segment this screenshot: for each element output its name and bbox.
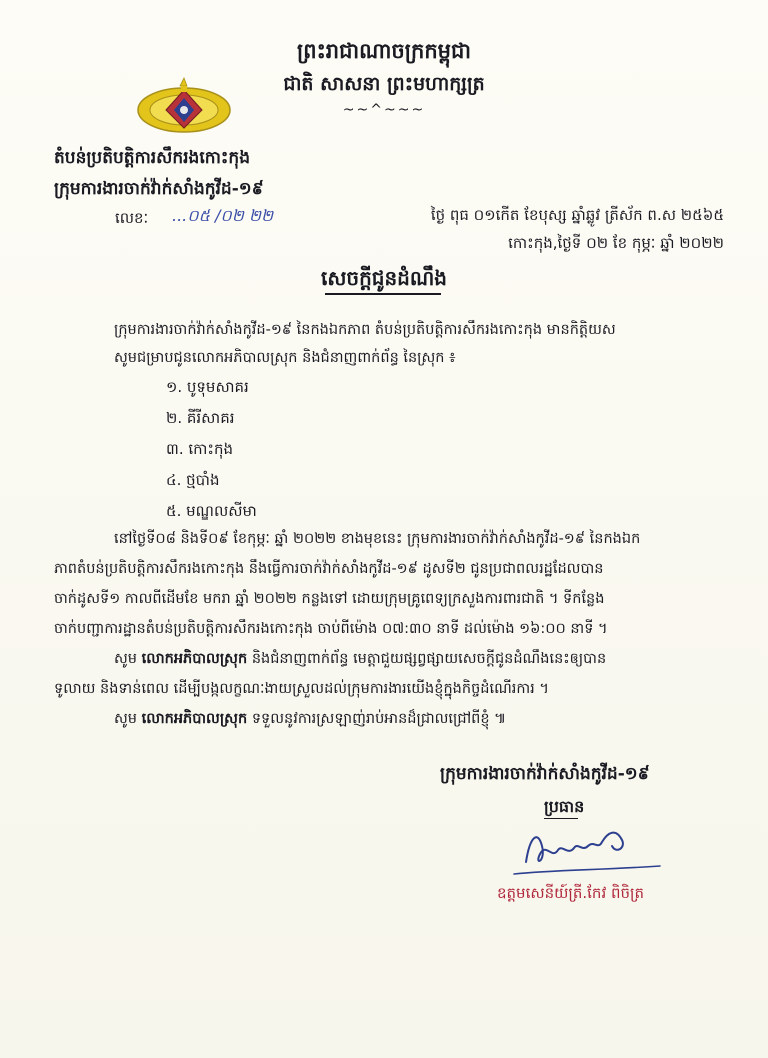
paragraph-line2: ភាពតំបន់ប្រតិបត្តិការសឹករងកោះកុង នឹងធ្វើការចាក់វ៉ាក់សាំងកូវីដ-១៩ ដូសទី២ ជូនប្រជាពលរដ្ឋដែលបាន: [54, 561, 604, 577]
request-prefix: សូម: [114, 651, 138, 667]
national-motto: ជាតិ សាសនា ព្រះមហាក្សត្រ: [283, 73, 485, 95]
place-date: កោះកុង,ថ្ងៃទី ០២ ខែ កុម្ភៈ ឆ្នាំ ២០២២: [508, 234, 724, 252]
closing-line: [114, 710, 506, 731]
request-line1: [114, 650, 606, 671]
district-item: ១. បូទុមសាគរ: [166, 378, 249, 396]
sender-unit-line2: ក្រុមការងារចាក់វ៉ាក់សាំងកូវីដ-១៩: [54, 179, 264, 199]
signatory-name: ឧត្តមសេនីយ៍ត្រី.កែវ ពិចិត្រ: [497, 884, 645, 902]
signature-role: ប្រធាន: [544, 797, 585, 816]
military-emblem-icon: [134, 76, 234, 136]
intro-line2: សូមជម្រាបជូនលោកអភិបាលស្រុក និងជំនាញពាក់ព័ន្ធ នៃស្រុក ៖: [114, 350, 456, 366]
reference-label: លេខៈ: [115, 209, 149, 227]
request-addressee: លោកអភិបាលស្រុក: [141, 651, 248, 667]
closing-addressee: លោកអភិបាលស្រុក: [141, 711, 248, 727]
reference-number: ...០៥ /០២ ២២: [172, 206, 274, 225]
request-line2: ទូលាយ និងទាន់ពេល ដើម្បីបង្កលក្ខណៈងាយស្រួលដល់ក្រុមការងារយើងខ្ញុំក្នុងកិច្ចដំណើរការ ។: [54, 681, 549, 697]
district-item: ៥. មណ្ឌលសីមា: [166, 502, 257, 520]
document-title: សេចក្តីជូនដំណឹង: [321, 266, 447, 290]
sender-unit-line1: តំបន់ប្រតិបត្តិការសឹករងកោះកុង: [54, 148, 250, 168]
signature-organization: ក្រុមការងារចាក់វ៉ាក់សាំងកូវីដ-១៩: [440, 764, 650, 784]
district-item: ៤. ថ្មបាំង: [166, 471, 220, 489]
district-item: ៣. កោះកុង: [166, 440, 234, 458]
closing-rest: ទទួលនូវការស្រឡាញ់រាប់អានដ៏ជ្រាលជ្រៅពីខ្ញុំ ៕: [251, 711, 507, 727]
handwritten-signature: [512, 816, 662, 888]
paragraph-line1: នៅថ្ងៃទី០៨ និងទី០៩ ខែកុម្ភៈ ឆ្នាំ ២០២២ ខាងមុខនេះ ក្រុមការងារចាក់វ៉ាក់សាំងកូវីដ-១៩ នៃកងឯក: [114, 531, 641, 547]
paragraph-line4: ចាក់បញ្ជាការដ្ឋានតំបន់ប្រតិបត្តិការសឹករងកោះកុង ចាប់ពីម៉ោង ០៧:៣០ នាទី ដល់ម៉ោង ១៦:០០ នាទី ។: [54, 621, 608, 637]
kingdom-title: ព្រះរាជាណាចក្រកម្ពុជា: [296, 39, 471, 63]
title-underline: [325, 293, 441, 295]
paragraph-line3: ចាក់ដូសទី១ កាលពីដើមខែ មករា ឆ្នាំ ២០២២ កន្លងទៅ ដោយក្រុមគ្រូពេទ្យក្រសួងការពារជាតិ ។ ទីកន្លែង: [54, 591, 605, 607]
closing-prefix: សូម: [114, 711, 138, 727]
district-item: ២. គីរីសាគរ: [166, 409, 235, 427]
request-line1-rest: និងជំនាញពាក់ព័ន្ធ មេត្តាជួយផ្សព្វផ្សាយសេចក្តីជូនដំណឹងនេះឲ្យបាន: [251, 651, 607, 667]
lunar-date: ថ្ងៃ ពុធ ០១កើត ខែបុស្ស ឆ្នាំឆ្លូវ ត្រីស័ក ព.ស ២៥៦៥: [430, 206, 724, 224]
header-ornament: ~~^~~~: [342, 102, 426, 118]
intro-line1: ក្រុមការងារចាក់វ៉ាក់សាំងកូវីដ-១៩ នៃកងឯកភាព តំបន់ប្រតិបត្តិការសឹករងកោះកុង មានកិត្តិយស: [114, 322, 616, 338]
